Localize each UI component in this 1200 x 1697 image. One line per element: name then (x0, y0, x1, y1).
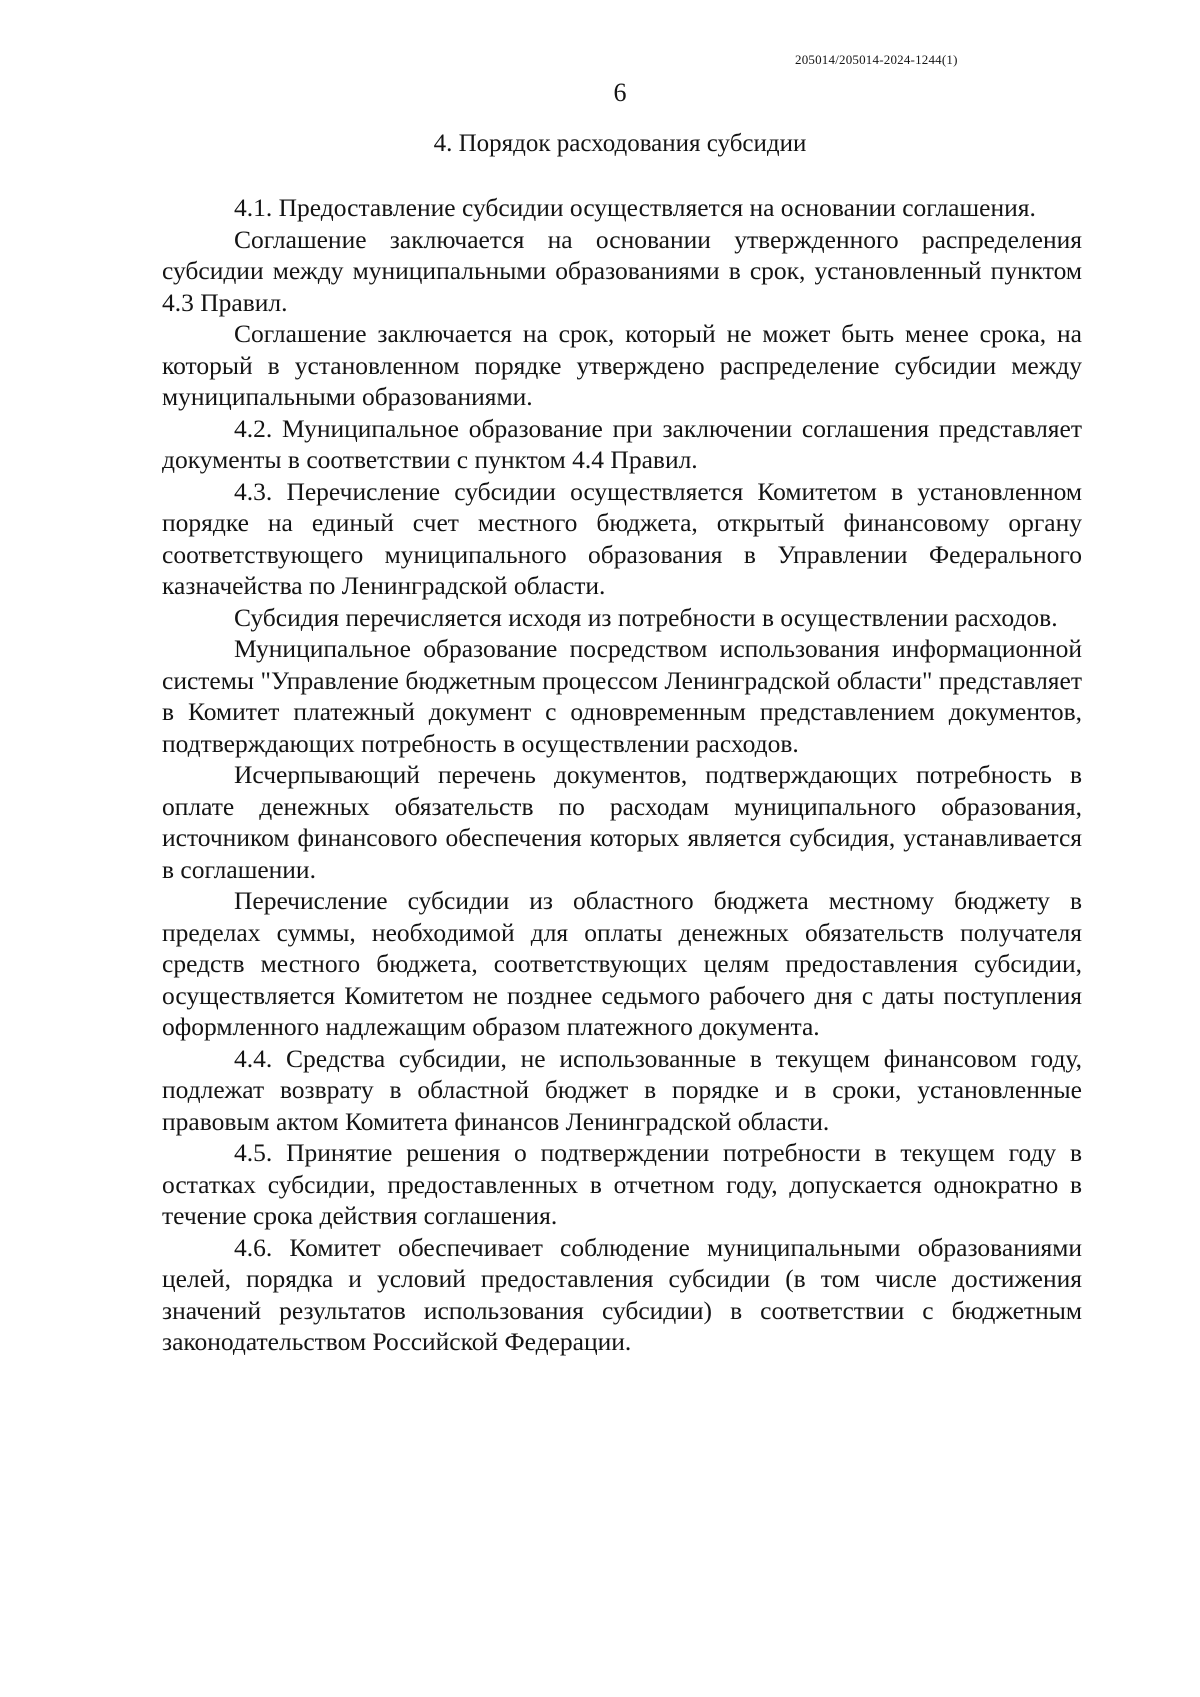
paragraph-4-5: 4.5. Принятие решения о подтверждении потребности в текущем году в остатках субсидии, предоставленных в отчетном году, допускается однократно в течение срока действия соглашения. (162, 1138, 1082, 1230)
paragraph: Муниципальное образование посредством использования информационной системы "Управление бюджетным процессом Ленинградской области" представляет в Комитет платежный документ с одновременным представлением документов, подтверждающих потребность в осуществлении расходов. (162, 634, 1082, 758)
paragraph-4-4: 4.4. Средства субсидии, не использованные в текущем финансовом году, подлежат возврату в областной бюджет в порядке и в сроки, установленные правовым актом Комитета финансов Ленинградской области. (162, 1043, 1082, 1136)
paragraph-4-6: 4.6. Комитет обеспечивает соблюдение муниципальными образованиями целей, порядка и условий предоставления субсидии (в том числе достижения значений результатов использования субсидии) в соответствии с бюджетным законодательством Российской Федерации. (162, 1232, 1082, 1356)
paragraph-4-3: 4.3. Перечисление субсидии осуществляется Комитетом в установленном порядке на единый счет местного бюджета, открытый финансовому органу соответствующего муниципального образования в Управлении Федерального казначейства по Ленинградской области. (162, 476, 1082, 600)
paragraph-4-1: 4.1. Предоставление субсидии осуществляется на основании соглашения. (234, 193, 1036, 222)
paragraph: Исчерпывающий перечень документов, подтверждающих потребность в оплате денежных обязательств по расходам муниципального образования, источником финансового обеспечения которых является субсидия, устанавливается в соглашении. (162, 760, 1082, 884)
paragraph: Перечисление субсидии из областного бюджета местному бюджету в пределах суммы, необходимой для оплаты денежных обязательств получателя средств местного бюджета, соответствующих целям предоставления субсидии, осуществляется Комитетом не позднее седьмого рабочего дня с даты поступления оформленного надлежащим образом платежного документа. (162, 886, 1082, 1041)
document-body (162, 192, 1082, 1358)
paragraph: Соглашение заключается на основании утвержденного распределения субсидии между муниципальными образованиями в срок, установленный пунктом 4.3 Правил. (162, 224, 1082, 317)
paragraph: Субсидия перечисляется исходя из потребности в осуществлении расходов. (234, 602, 1058, 632)
page-number: 6 (613, 78, 627, 107)
paragraph: Соглашение заключается на срок, который не может быть менее срока, на который в установленном порядке утверждено распределение субсидии между муниципальными образованиями. (162, 319, 1082, 411)
document-id: 205014/205014-2024-1244(1) (795, 52, 958, 67)
section-title: 4. Порядок расходования субсидии (433, 130, 807, 157)
paragraph-4-2: 4.2. Муниципальное образование при заключении соглашения представляет документы в соответствии с пунктом 4.4 Правил. (162, 413, 1082, 474)
